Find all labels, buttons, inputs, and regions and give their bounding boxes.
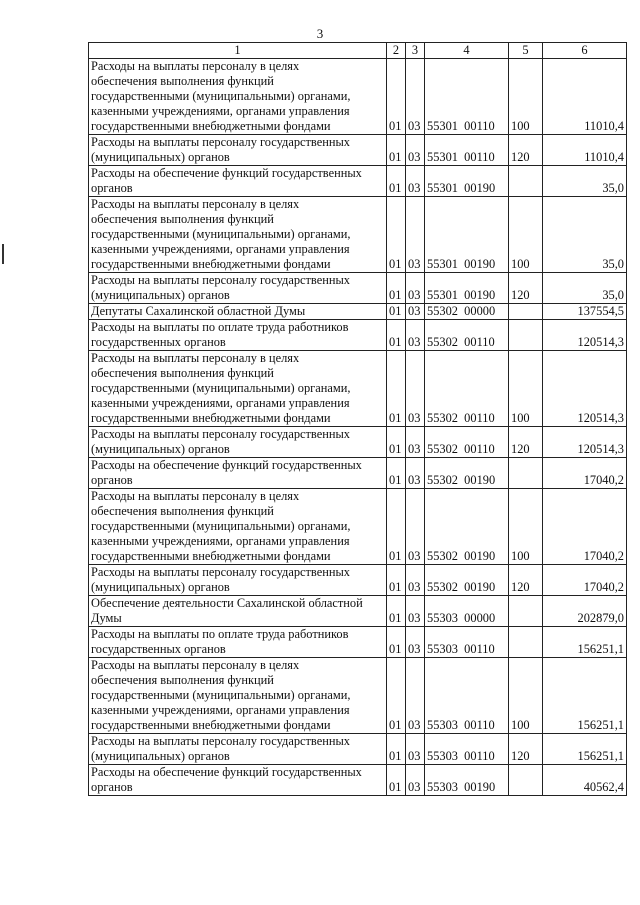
row-amount-cell: 156251,1: [543, 734, 627, 765]
row-amount-cell: 120514,3: [543, 351, 627, 427]
row-target-article-cell: 55301 00190: [425, 273, 509, 304]
row-target-article-cell: 55301 00110: [425, 59, 509, 135]
row-target-article-cell: 55302 00110: [425, 427, 509, 458]
row-expense-type-cell: 120: [509, 273, 543, 304]
row-expense-type-cell: [509, 304, 543, 320]
column-header-name: 1: [89, 43, 387, 59]
table-row: [89, 351, 627, 427]
row-expense-type-cell: 100: [509, 489, 543, 565]
row-section-cell: 01: [387, 135, 406, 166]
row-name-cell: Расходы на выплаты персоналу в целях обеспечения выполнения функций государственными (муниципальными) органами, казенными учреждениями, органами управления государственными внебюджетными фондами: [89, 658, 387, 734]
row-subsection-cell: 03: [406, 166, 425, 197]
row-amount-cell: 11010,4: [543, 59, 627, 135]
row-amount-cell: 35,0: [543, 166, 627, 197]
row-amount-cell: 120514,3: [543, 320, 627, 351]
row-expense-type-cell: [509, 320, 543, 351]
row-expense-type-cell: 100: [509, 351, 543, 427]
row-name-cell: Расходы на выплаты персоналу государственных (муниципальных) органов: [89, 734, 387, 765]
row-name-cell: Расходы на выплаты персоналу в целях обеспечения выполнения функций государственными (муниципальными) органами, казенными учреждениями, органами управления государственными внебюджетными фондами: [89, 489, 387, 565]
row-subsection-cell: 03: [406, 304, 425, 320]
row-subsection-cell: 03: [406, 489, 425, 565]
row-section-cell: 01: [387, 489, 406, 565]
row-section-cell: 01: [387, 734, 406, 765]
table-row: [89, 458, 627, 489]
row-section-cell: 01: [387, 351, 406, 427]
row-subsection-cell: 03: [406, 59, 425, 135]
row-expense-type-cell: [509, 166, 543, 197]
row-subsection-cell: 03: [406, 765, 425, 796]
row-amount-cell: 156251,1: [543, 627, 627, 658]
row-expense-type-cell: 100: [509, 658, 543, 734]
table-row: [89, 59, 627, 135]
table-row: [89, 627, 627, 658]
row-section-cell: 01: [387, 565, 406, 596]
budget-table: [88, 42, 627, 796]
row-amount-cell: 17040,2: [543, 458, 627, 489]
row-subsection-cell: 03: [406, 734, 425, 765]
row-subsection-cell: 03: [406, 320, 425, 351]
row-target-article-cell: 55302 00110: [425, 320, 509, 351]
row-expense-type-cell: 100: [509, 59, 543, 135]
row-subsection-cell: 03: [406, 427, 425, 458]
row-name-cell: Расходы на выплаты персоналу государственных (муниципальных) органов: [89, 565, 387, 596]
row-amount-cell: 156251,1: [543, 658, 627, 734]
row-subsection-cell: 03: [406, 351, 425, 427]
column-header-target-article: 4: [425, 43, 509, 59]
row-name-cell: Расходы на выплаты персоналу в целях обеспечения выполнения функций государственными (муниципальными) органами, казенными учреждениями, органами управления государственными внебюджетными фондами: [89, 351, 387, 427]
table-body: [89, 59, 627, 796]
row-amount-cell: 35,0: [543, 197, 627, 273]
row-subsection-cell: 03: [406, 658, 425, 734]
scan-edge-mark: [2, 244, 4, 264]
row-target-article-cell: 55301 00190: [425, 166, 509, 197]
row-section-cell: 01: [387, 596, 406, 627]
row-subsection-cell: 03: [406, 627, 425, 658]
row-subsection-cell: 03: [406, 596, 425, 627]
row-name-cell: Обеспечение деятельности Сахалинской областной Думы: [89, 596, 387, 627]
table-row: [89, 765, 627, 796]
row-section-cell: 01: [387, 273, 406, 304]
row-name-cell: Расходы на выплаты персоналу государственных (муниципальных) органов: [89, 427, 387, 458]
table-row: [89, 166, 627, 197]
row-name-cell: Расходы на выплаты персоналу в целях обеспечения выполнения функций государственными (муниципальными) органами, казенными учреждениями, органами управления государственными внебюджетными фондами: [89, 197, 387, 273]
column-header-subsection: 3: [406, 43, 425, 59]
row-name-cell: Расходы на выплаты персоналу государственных (муниципальных) органов: [89, 135, 387, 166]
table-row: [89, 489, 627, 565]
row-subsection-cell: 03: [406, 565, 425, 596]
row-target-article-cell: 55303 00110: [425, 627, 509, 658]
row-amount-cell: 35,0: [543, 273, 627, 304]
page-number: 3: [316, 26, 324, 41]
row-target-article-cell: 55303 00110: [425, 734, 509, 765]
row-target-article-cell: 55302 00110: [425, 351, 509, 427]
row-target-article-cell: 55301 00110: [425, 135, 509, 166]
table-row: [89, 734, 627, 765]
column-header-section: 2: [387, 43, 406, 59]
table-row: [89, 273, 627, 304]
row-section-cell: 01: [387, 166, 406, 197]
row-target-article-cell: 55302 00000: [425, 304, 509, 320]
row-expense-type-cell: 120: [509, 734, 543, 765]
table-row: [89, 658, 627, 734]
table-header-row: [89, 43, 627, 59]
column-header-expense-type: 5: [509, 43, 543, 59]
row-target-article-cell: 55303 00000: [425, 596, 509, 627]
row-expense-type-cell: [509, 627, 543, 658]
row-expense-type-cell: 120: [509, 135, 543, 166]
row-target-article-cell: 55302 00190: [425, 565, 509, 596]
row-section-cell: 01: [387, 304, 406, 320]
row-amount-cell: 137554,5: [543, 304, 627, 320]
row-expense-type-cell: 120: [509, 427, 543, 458]
row-name-cell: Расходы на обеспечение функций государственных органов: [89, 765, 387, 796]
row-target-article-cell: 55301 00190: [425, 197, 509, 273]
table-row: [89, 320, 627, 351]
row-section-cell: 01: [387, 427, 406, 458]
row-expense-type-cell: [509, 596, 543, 627]
row-name-cell: Расходы на выплаты персоналу государственных (муниципальных) органов: [89, 273, 387, 304]
row-amount-cell: 17040,2: [543, 565, 627, 596]
table-row: [89, 304, 627, 320]
row-amount-cell: 120514,3: [543, 427, 627, 458]
row-name-cell: Депутаты Сахалинской областной Думы: [89, 304, 387, 320]
row-target-article-cell: 55302 00190: [425, 489, 509, 565]
row-target-article-cell: 55302 00190: [425, 458, 509, 489]
column-header-amount: 6: [543, 43, 627, 59]
row-section-cell: 01: [387, 197, 406, 273]
row-section-cell: 01: [387, 59, 406, 135]
row-amount-cell: 11010,4: [543, 135, 627, 166]
row-expense-type-cell: [509, 765, 543, 796]
row-subsection-cell: 03: [406, 197, 425, 273]
row-name-cell: Расходы на выплаты по оплате труда работников государственных органов: [89, 627, 387, 658]
row-amount-cell: 202879,0: [543, 596, 627, 627]
row-expense-type-cell: 120: [509, 565, 543, 596]
row-name-cell: Расходы на выплаты по оплате труда работников государственных органов: [89, 320, 387, 351]
row-section-cell: 01: [387, 765, 406, 796]
row-name-cell: Расходы на обеспечение функций государственных органов: [89, 166, 387, 197]
table-row: [89, 135, 627, 166]
row-subsection-cell: 03: [406, 273, 425, 304]
row-amount-cell: 17040,2: [543, 489, 627, 565]
row-expense-type-cell: [509, 458, 543, 489]
row-name-cell: Расходы на обеспечение функций государственных органов: [89, 458, 387, 489]
row-target-article-cell: 55303 00110: [425, 658, 509, 734]
row-section-cell: 01: [387, 627, 406, 658]
table-row: [89, 197, 627, 273]
row-section-cell: 01: [387, 320, 406, 351]
row-name-cell: Расходы на выплаты персоналу в целях обеспечения выполнения функций государственными (муниципальными) органами, казенными учреждениями, органами управления государственными внебюджетными фондами: [89, 59, 387, 135]
table-row: [89, 427, 627, 458]
row-section-cell: 01: [387, 458, 406, 489]
table-row: [89, 596, 627, 627]
row-section-cell: 01: [387, 658, 406, 734]
row-amount-cell: 40562,4: [543, 765, 627, 796]
row-target-article-cell: 55303 00190: [425, 765, 509, 796]
row-subsection-cell: 03: [406, 135, 425, 166]
row-expense-type-cell: 100: [509, 197, 543, 273]
row-subsection-cell: 03: [406, 458, 425, 489]
table-row: [89, 565, 627, 596]
